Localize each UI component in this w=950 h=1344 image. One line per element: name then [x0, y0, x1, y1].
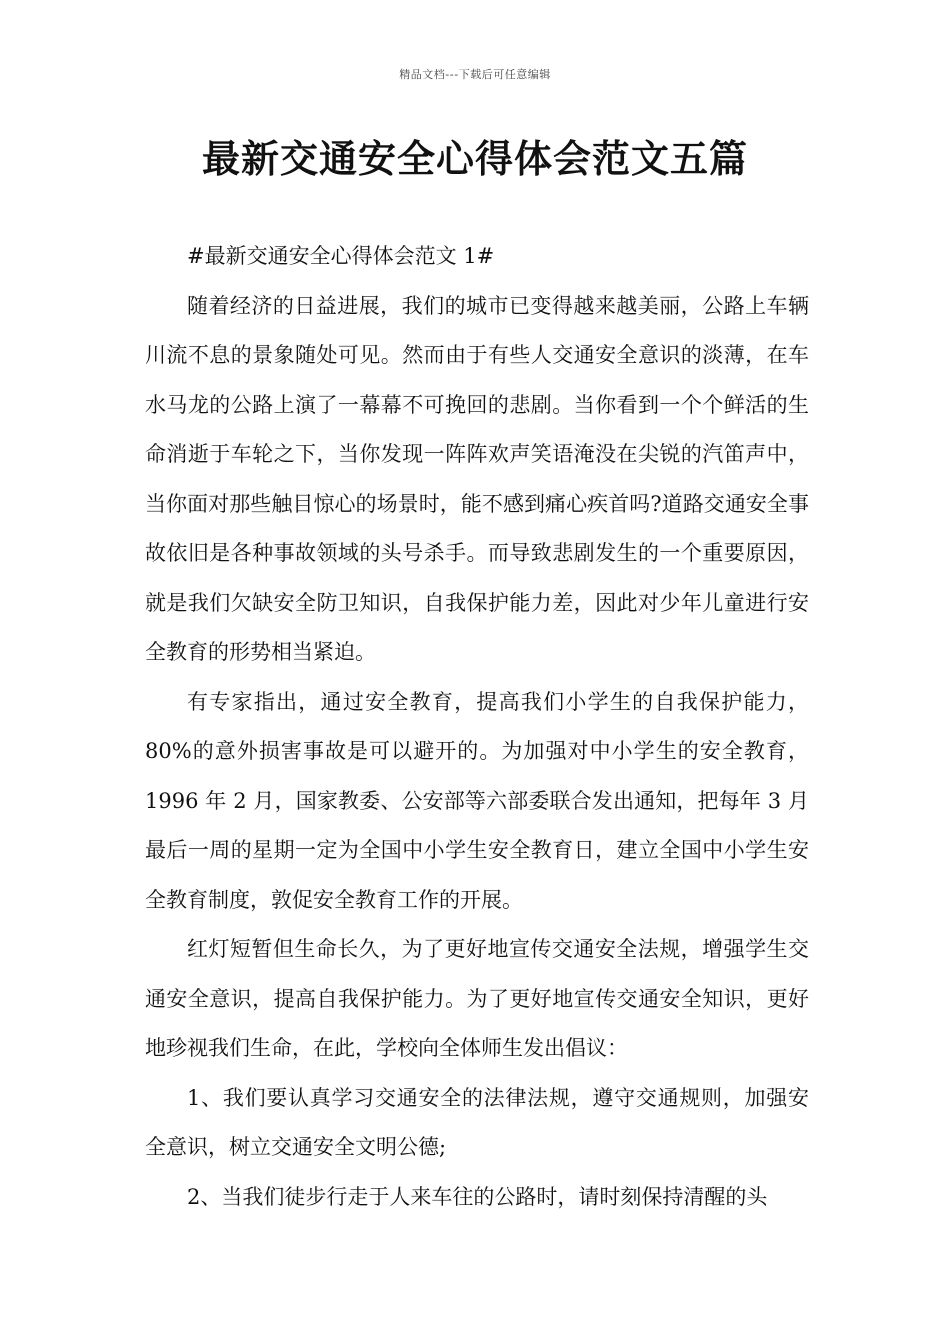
- paragraph: 有专家指出，通过安全教育，提高我们小学生的自我保护能力，80%的意外损害事故是可以避开的。为加强对中小学生的安全教育，1996 年 2 月，国家教委、公安部等六部委联合发出通知，把每年 3 月最后一周的星期一定为全国中小学生安全教育日，建立全国中小学生安全教育制度，敦促安全教育工作的开展。: [145, 689, 809, 912]
- paragraph: 红灯短暂但生命长久，为了更好地宣传交通安全法规，增强学生交通安全意识，提高自我保护能力。为了更好地宣传交通安全知识，更好地珍视我们生命，在此，学校向全体师生发出倡议：: [145, 937, 809, 1060]
- paragraph: 1、我们要认真学习交通安全的法律法规，遵守交通规则，加强安全意识，树立交通安全文明公德;: [145, 1085, 809, 1159]
- section-heading: #最新交通安全心得体会范文 1#: [187, 244, 495, 268]
- header-note: 精品文档---下载后可任意编辑: [399, 68, 551, 81]
- paragraph: 2、当我们徒步行走于人来车往的公路时，请时刻保持清醒的头: [187, 1184, 768, 1209]
- paragraph: 随着经济的日益进展，我们的城市已变得越来越美丽，公路上车辆川流不息的景象随处可见。然而由于有些人交通安全意识的淡薄，在车水马龙的公路上演了一幕幕不可挽回的悲剧。当你看到一个个鲜活的生命消逝于车轮之下，当你发现一阵阵欢声笑语淹没在尖锐的汽笛声中，当你面对那些触目惊心的场景时，能不感到痛心疾首吗?道路交通安全事故依旧是各种事故领域的头号杀手。而导致悲剧发生的一个重要原因，就是我们欠缺安全防卫知识，自我保护能力差，因此对少年儿童进行安全教育的形势相当紧迫。: [145, 293, 809, 664]
- document-body: [145, 232, 809, 1222]
- document-title: 最新交通安全心得体会范文五篇: [201, 137, 748, 181]
